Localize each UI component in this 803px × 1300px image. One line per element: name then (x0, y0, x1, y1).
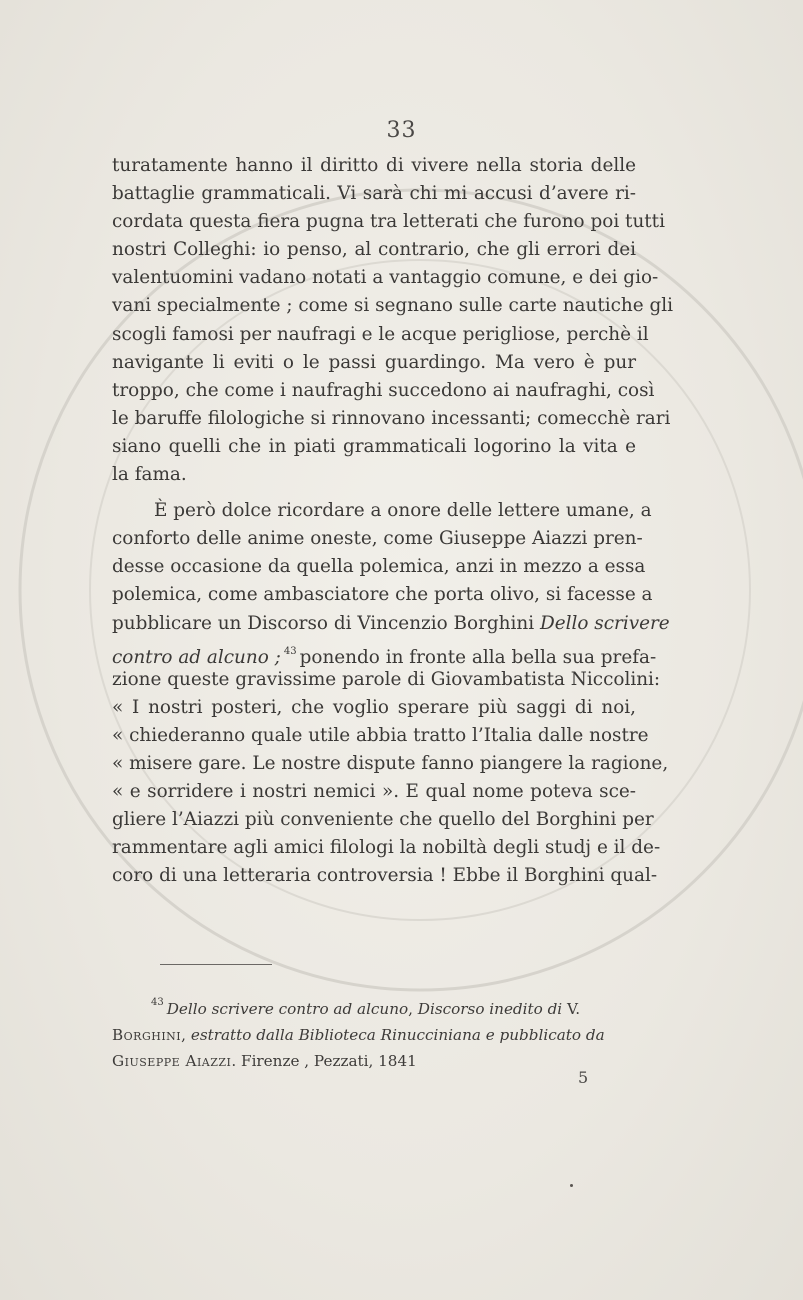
footnote-line (112, 990, 636, 1022)
text-line: desse occasione da quella polemica, anzi in mezzo a essa (112, 556, 646, 578)
footnote-editor: Giuseppe Aiazzi (112, 1052, 232, 1070)
footnote-line (112, 1022, 636, 1048)
footnote-description: Discorso inedito di (417, 1000, 563, 1018)
text-run: pubblicare un Discorso di Vincenzio Borghini (112, 612, 540, 634)
footnote-author: Borghini (112, 1026, 182, 1044)
text-line: « e sorridere i nostri nemici ». E qual nome poteva sce- (112, 781, 636, 803)
footnote-work-title: Dello scrivere contro ad alcuno (166, 1000, 409, 1018)
text-line: « I nostri posteri, che voglio sperare più saggi di noi, (112, 696, 636, 718)
footnote-reference: 43 (283, 645, 297, 657)
text-line (112, 638, 657, 668)
text-line: rammentare agli amici filologi la nobiltà degli studj e il de- (112, 837, 661, 859)
text-line: siano quelli che in piati grammaticali logorino la vita e (112, 435, 636, 457)
text-line: nostri Colleghi: io penso, al contrario, che gli errori dei (112, 239, 636, 261)
footnote-publication: . Firenze , Pezzati, 1841 (231, 1052, 417, 1070)
text-line: « chiederanno quale utile abbia tratto l’Italia dalle nostre (112, 724, 649, 746)
work-title-italic: contro ad alcuno ; (112, 646, 281, 668)
text-line: la fama. (112, 464, 187, 486)
text-line: vani specialmente ; come si segnano sulle carte nautiche gli (112, 295, 674, 317)
text-line: « misere gare. Le nostre dispute fanno piangere la ragione, (112, 752, 669, 774)
footnotes (112, 990, 636, 1074)
footnote-separator-comma: , (408, 1000, 418, 1018)
text-line: conforto delle anime oneste, come Giuseppe Aiazzi pren- (112, 528, 643, 550)
text-line (112, 610, 670, 638)
text-line: battaglie grammaticali. Vi sarà chi mi accusi d’avere ri- (112, 183, 636, 205)
work-title-italic: Dello scrivere (539, 612, 670, 634)
footnote-initial: V. (562, 1000, 581, 1018)
text-line: troppo, che come i naufraghi succedono ai naufraghi, così (112, 379, 655, 401)
footnote-line (112, 1048, 636, 1074)
text-run: ponendo in fronte alla bella sua prefa- (299, 646, 657, 668)
text-line: turatamente hanno il diritto di vivere nella storia delle (112, 155, 636, 176)
footnote-separator (160, 964, 272, 965)
text-line: navigante li eviti o le passi guardingo. Ma vero è pur (112, 351, 636, 373)
body-text (112, 152, 674, 890)
text-line: gliere l’Aiazzi più conveniente che quello del Borghini per (112, 809, 654, 831)
page-number: 33 (386, 118, 417, 143)
text-line: le baruffe filologiche si rinnovano incessanti; comecchè rari (112, 407, 671, 429)
footnote-separator-comma: , (181, 1026, 191, 1044)
paper-speck (570, 1184, 573, 1187)
signature-mark: 5 (578, 1068, 589, 1087)
footnote-source: estratto dalla Biblioteca Rinucciniana e pubblicato da (190, 1026, 605, 1044)
text-line: È però dolce ricordare a onore delle lettere umane, a (154, 500, 652, 522)
text-line: coro di una letteraria controversia ! Ebbe il Borghini qual- (112, 865, 658, 887)
footnote-marker: 43 (151, 997, 164, 1008)
text-line: scogli famosi per naufragi e le acque perigliose, perchè il (112, 323, 649, 345)
text-line: cordata questa fiera pugna tra letterati che furono poi tutti (112, 211, 665, 233)
text-line: polemica, come ambasciatore che porta olivo, si facesse a (112, 584, 653, 606)
text-line: zione queste gravissime parole di Giovambatista Niccolini: (112, 668, 661, 690)
text-line: valentuomini vadano notati a vantaggio comune, e dei gio- (112, 267, 659, 289)
